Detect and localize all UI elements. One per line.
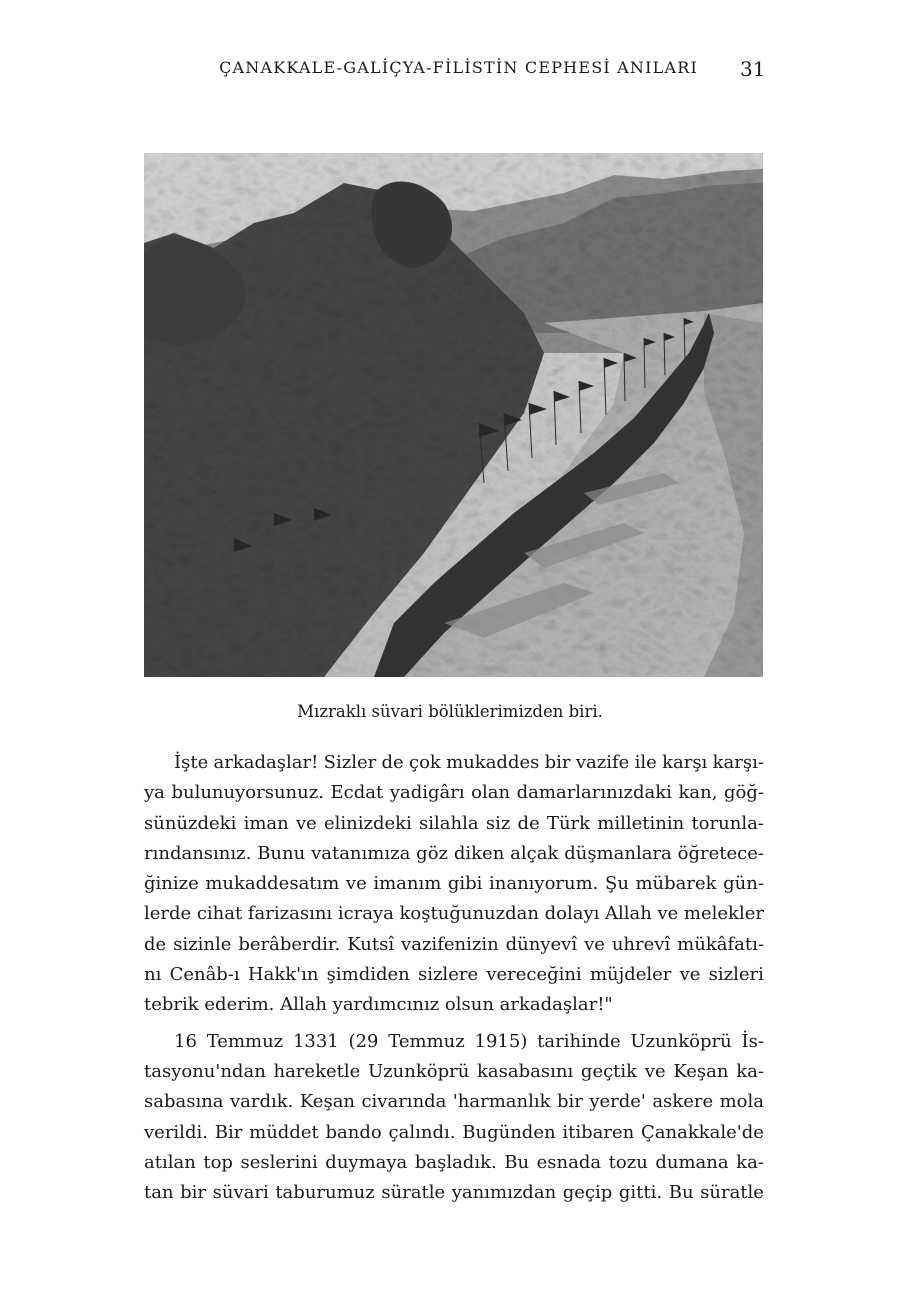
word: Kutsî — [347, 933, 395, 955]
word: damarlarınızdaki — [516, 782, 672, 804]
word: mükâfatı- — [677, 933, 764, 955]
text-line — [144, 778, 764, 808]
word: süratle — [700, 1182, 764, 1204]
word: siz — [485, 812, 511, 834]
text-line — [144, 839, 764, 869]
word: karşı — [662, 752, 708, 773]
word: itibaren — [562, 1121, 635, 1143]
word: Temmuz — [388, 1030, 465, 1052]
word: sabasına — [144, 1091, 224, 1113]
word: geçtik — [580, 1060, 638, 1082]
word: Cenâb-ı — [169, 964, 240, 986]
word: kasabasını — [477, 1060, 574, 1082]
word: atılan — [144, 1151, 196, 1173]
word: başladık. — [414, 1151, 497, 1173]
word: Bunu — [257, 842, 306, 864]
word: vardık. — [229, 1091, 294, 1113]
word: askere — [652, 1091, 714, 1113]
running-title: ÇANAKKALE-GALİÇYA-FİLİSTİN CEPHESİ ANILARI — [219, 58, 698, 77]
word: İs- — [741, 1030, 764, 1052]
word: (29 — [348, 1030, 379, 1052]
word: silahla — [419, 812, 479, 834]
word: diken — [453, 842, 505, 864]
word: ile — [634, 752, 657, 773]
word: hareketle — [273, 1060, 361, 1082]
word: ya — [144, 782, 165, 804]
word: mukaddesatım — [205, 873, 340, 895]
word: taburumuz — [275, 1182, 375, 1204]
text-line — [144, 1027, 764, 1057]
word: süvari — [212, 1182, 269, 1204]
body-text — [144, 748, 764, 1214]
word: arkadaşlar! — [213, 752, 319, 773]
word: şimdiden — [326, 964, 410, 986]
word: torunla- — [691, 812, 764, 834]
word: sizinle — [173, 933, 232, 955]
word: Bu — [504, 1151, 530, 1173]
text-line — [144, 1057, 764, 1087]
word: kan, — [678, 782, 718, 804]
text-line — [144, 930, 764, 960]
word: verildi. — [144, 1121, 208, 1143]
text-line — [144, 869, 764, 899]
word: karşı- — [712, 752, 764, 773]
word: milletinin — [597, 812, 685, 834]
word: ka- — [736, 1060, 764, 1082]
word: göğ- — [723, 782, 764, 804]
word: Sizler — [323, 752, 377, 773]
word: koştuğunuzdan — [399, 903, 539, 925]
word: müddet — [249, 1121, 319, 1143]
word: sizlere — [417, 964, 479, 986]
paragraph-1 — [144, 748, 764, 1021]
word: müjdeler — [589, 964, 672, 986]
word: imanım — [373, 873, 442, 895]
word: 1915) — [474, 1030, 528, 1052]
word: çalındı. — [388, 1121, 456, 1143]
word: bulunuyorsunuz. — [171, 782, 324, 804]
word: bir — [557, 1091, 583, 1113]
text-line — [144, 1178, 764, 1208]
word: vereceğini — [486, 964, 582, 986]
word: de — [144, 933, 167, 955]
word: süratle — [381, 1182, 446, 1204]
word: Bir — [214, 1121, 243, 1143]
word: Keşan — [299, 1091, 356, 1113]
word: ka- — [736, 1151, 764, 1173]
word: gün- — [723, 873, 764, 895]
word: bir — [180, 1182, 207, 1204]
word: Keşan — [673, 1060, 729, 1082]
word: yadigârı — [389, 782, 465, 804]
word: Allah — [605, 903, 652, 925]
word: ve — [657, 903, 679, 925]
word: tasyonu'ndan — [144, 1060, 266, 1082]
word: ve — [644, 1060, 666, 1082]
word: dolayı — [544, 903, 600, 925]
paragraph-2 — [144, 1027, 764, 1209]
word: düşmanlara — [564, 842, 672, 864]
word: iman — [243, 812, 289, 834]
word: tarihinde — [537, 1030, 621, 1052]
word: inanıyorum. — [488, 873, 599, 895]
word: 'harmanlık — [452, 1091, 551, 1113]
word: dünyevî — [505, 933, 578, 955]
word: esnada — [536, 1151, 602, 1173]
word: tan — [144, 1182, 174, 1204]
word: Bu — [668, 1182, 694, 1204]
word: 1331 — [292, 1030, 339, 1052]
word: sünüzdeki — [144, 812, 237, 834]
word: mübarek — [635, 873, 717, 895]
page-number: 31 — [740, 57, 766, 81]
word: çok — [409, 752, 441, 773]
word: öğretece- — [677, 842, 764, 864]
word: ve — [679, 964, 701, 986]
text-line — [144, 899, 764, 929]
word: Hakk'ın — [247, 964, 319, 986]
running-header — [0, 58, 900, 82]
word: de — [381, 752, 404, 773]
word: Şu — [604, 873, 629, 895]
word: ve — [345, 873, 367, 895]
word: duymaya — [325, 1151, 408, 1173]
figure-caption: Mızraklı süvari bölüklerimizden biri. — [297, 702, 603, 721]
text-line — [144, 1118, 764, 1148]
word: vatanımıza — [311, 842, 411, 864]
word: gitti. — [618, 1182, 663, 1204]
word: bir — [544, 752, 571, 773]
word: civarında — [361, 1091, 447, 1113]
word: rındansınız. — [144, 842, 252, 864]
word: yerde' — [589, 1091, 646, 1113]
word: gibi — [447, 873, 483, 895]
word: mukaddes — [446, 752, 540, 773]
word: alçak — [510, 842, 559, 864]
word: melekler — [683, 903, 764, 925]
word: uhrevî — [611, 933, 671, 955]
word: sizleri — [708, 964, 764, 986]
word: Uzunköprü — [367, 1060, 470, 1082]
word: vazife — [575, 752, 630, 773]
word: İşte — [174, 752, 209, 773]
word: Bugünden — [462, 1121, 556, 1143]
word: ve — [584, 933, 605, 955]
word: olan — [471, 782, 511, 804]
word: Çanakkale'de — [641, 1121, 764, 1143]
text-line — [144, 748, 764, 778]
word: lerde — [144, 903, 192, 925]
word: geçip — [562, 1182, 613, 1204]
word: top — [203, 1151, 233, 1173]
text-line — [144, 1148, 764, 1178]
word: ğinize — [144, 873, 199, 895]
word: yanımızdan — [451, 1182, 557, 1204]
cavalry-photograph — [144, 153, 763, 677]
word: icraya — [337, 903, 394, 925]
text-line — [144, 809, 764, 839]
text-line — [144, 960, 764, 990]
word: dumana — [655, 1151, 729, 1173]
word: tozu — [608, 1151, 648, 1173]
word: elinizdeki — [323, 812, 412, 834]
word: bando — [325, 1121, 382, 1143]
word: mola — [719, 1091, 764, 1113]
word: de — [517, 812, 540, 834]
word: Temmuz — [206, 1030, 284, 1052]
text-line — [144, 1087, 764, 1117]
word: Ecdat — [330, 782, 384, 804]
word: cihat — [196, 903, 243, 925]
word: Türk — [546, 812, 591, 834]
word: nı — [144, 964, 162, 986]
word: 16 — [174, 1030, 197, 1052]
word: ve — [295, 812, 317, 834]
word: seslerini — [240, 1151, 318, 1173]
word: farizasını — [247, 903, 333, 925]
word: vazifenizin — [401, 933, 499, 955]
word: Uzunköprü — [630, 1030, 732, 1052]
word: berâberdir. — [238, 933, 341, 955]
word: göz — [416, 842, 449, 864]
text-line: tebrik ederim. Allah yardımcınız olsun arkadaşlar!" — [144, 994, 613, 1016]
